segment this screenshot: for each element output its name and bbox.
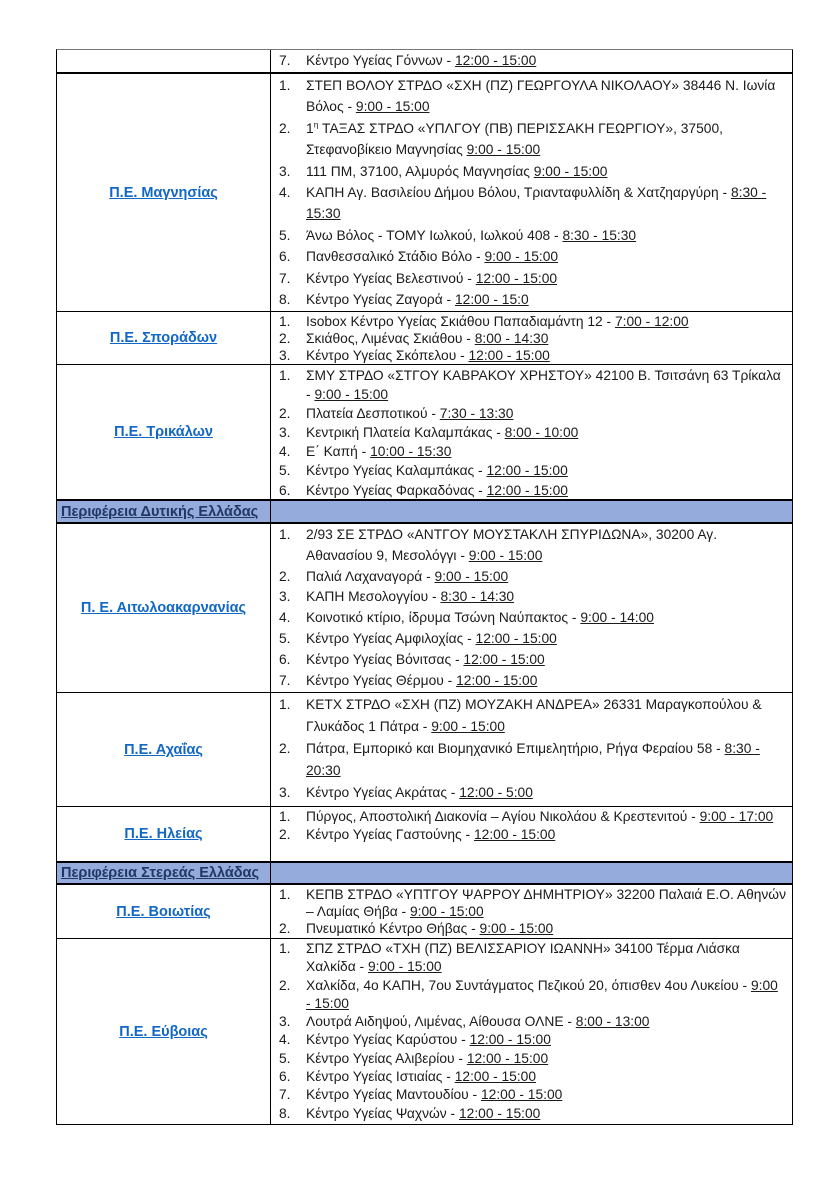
time-range: 9:00 - 15:00 bbox=[484, 249, 559, 265]
location-text: Κέντρο Υγείας Καρύστου - bbox=[306, 1032, 470, 1048]
item-number: 2. bbox=[279, 331, 291, 346]
item-number: 1. bbox=[279, 527, 291, 542]
location-text: ΚΕΠΒ ΣΤΡΔΟ «ΥΠΤΓΟΥ ΨΑΡΡΟΥ ΔΗΜΗΤΡΙΟΥ» 32200 Παλαιά Ε.Ο. Αθηνών – Λαμίας Θήβα - bbox=[306, 887, 786, 920]
location-text: 111 ΠΜ, 37100, Αλμυρός Μαγνησίας bbox=[306, 163, 534, 179]
location-text: ΚΑΠΗ Αγ. Βασιλείου Δήμου Βόλου, Τριανταφυλλίδη & Χατζηαργύρη - bbox=[306, 185, 731, 201]
location-text: Κέντρο Υγείας Αμφιλοχίας - bbox=[306, 630, 476, 646]
location-text-block bbox=[306, 330, 788, 347]
location-text-block bbox=[306, 289, 788, 310]
location-item bbox=[279, 313, 788, 330]
time-range: 7:30 - 13:30 bbox=[439, 406, 514, 422]
time-range: 8:30 - 15:30 bbox=[562, 227, 637, 243]
time-range: 8:30 - 20:30 bbox=[306, 741, 760, 778]
locations-cell bbox=[271, 863, 792, 883]
location-text: Λουτρά Αιδηψού, Λιμένας, Αίθουσα ΟΛΝΕ - bbox=[306, 1014, 576, 1030]
location-text-block bbox=[306, 268, 788, 289]
location-item bbox=[279, 289, 788, 310]
region-link[interactable]: Π.Ε. Αχαΐας bbox=[124, 741, 203, 758]
region-link[interactable]: Π. Ε. Αιτωλοακαρνανίας bbox=[80, 600, 247, 616]
location-text: Isobox Κέντρο Υγείας Σκιάθου Παπαδιαμάντη 12 - bbox=[306, 314, 615, 329]
item-number: 2. bbox=[279, 977, 291, 993]
locations-cell bbox=[271, 939, 792, 1124]
location-text-block bbox=[306, 886, 788, 920]
location-text-block bbox=[306, 1050, 788, 1068]
item-number: 1. bbox=[279, 697, 291, 712]
locations-cell bbox=[271, 365, 792, 499]
item-number: 3. bbox=[279, 1014, 291, 1030]
table-row bbox=[57, 807, 792, 863]
location-text-block bbox=[306, 525, 788, 567]
item-number: 4. bbox=[279, 610, 291, 626]
location-text: ΚΕΤΧ ΣΤΡΔΟ «ΣΧΗ (ΠΖ) ΜΟΥΖΑΚΗ ΑΝΔΡΕΑ» 26331 Μαραγκοπούλου & Γλυκάδος 1 Πάτρα - bbox=[306, 697, 762, 734]
table-row bbox=[57, 939, 792, 1125]
time-range: 9:00 - 15:00 bbox=[468, 547, 543, 563]
location-text: Κοινοτικό κτίριο, ίδρυμα Τσώνη Ναύπακτος - bbox=[306, 610, 581, 626]
item-number: 4. bbox=[279, 444, 291, 460]
item-number: 1. bbox=[279, 941, 291, 956]
region-link[interactable]: Π.Ε. Σποράδων bbox=[109, 330, 218, 346]
location-item bbox=[279, 481, 788, 499]
location-text: Κέντρο Υγείας Ψαχνών - bbox=[306, 1105, 459, 1121]
location-text-block bbox=[306, 1013, 788, 1031]
location-item bbox=[279, 118, 788, 161]
item-number: 8. bbox=[279, 292, 291, 308]
time-range: 7:00 - 12:00 bbox=[614, 314, 689, 329]
item-number: 3. bbox=[279, 348, 291, 363]
table-row bbox=[57, 365, 792, 501]
item-number: 3. bbox=[279, 589, 291, 605]
region-cell bbox=[57, 863, 271, 883]
location-text-block bbox=[306, 75, 788, 118]
item-number: 6. bbox=[279, 651, 291, 667]
item-number: 5. bbox=[279, 1050, 291, 1066]
location-item bbox=[279, 608, 788, 629]
location-text: Σκιάθος, Λιμένας Σκιάθου - bbox=[306, 331, 475, 346]
time-range: 12:00 - 15:00 bbox=[475, 270, 558, 286]
item-number: 6. bbox=[279, 249, 291, 265]
location-text-block bbox=[306, 826, 788, 844]
location-item bbox=[279, 225, 788, 246]
location-text-block bbox=[306, 587, 788, 608]
region-cell bbox=[57, 74, 271, 311]
region-link[interactable]: Π.Ε. Μαγνησίας bbox=[109, 184, 218, 201]
time-range: 9:00 - 15:00 bbox=[355, 99, 430, 115]
time-range: 8:30 - 15:30 bbox=[306, 185, 767, 222]
location-text: η bbox=[313, 119, 319, 130]
item-number: 7. bbox=[279, 53, 291, 68]
location-item bbox=[279, 567, 788, 588]
location-text: Ε΄ Καπή - bbox=[306, 444, 371, 460]
location-text-block bbox=[306, 118, 788, 161]
regions-table bbox=[56, 49, 793, 1125]
location-item bbox=[279, 442, 788, 461]
location-text-block bbox=[306, 694, 788, 738]
table-row bbox=[57, 312, 792, 365]
location-text: Κέντρο Υγείας Σκόπελου - bbox=[306, 348, 469, 363]
location-text-block bbox=[306, 808, 788, 826]
time-range: 12:00 - 15:00 bbox=[481, 1087, 563, 1103]
time-range: 12:00 - 15:00 bbox=[458, 1105, 541, 1121]
time-range: 12:00 - 15:00 bbox=[454, 53, 537, 68]
item-number: 4. bbox=[279, 185, 291, 201]
locations-cell bbox=[271, 693, 792, 806]
time-range: 9:00 - 17:00 bbox=[699, 809, 774, 824]
item-number: 5. bbox=[279, 463, 291, 479]
location-item bbox=[279, 330, 788, 347]
item-number: 2. bbox=[279, 826, 291, 842]
location-text: ΤΑΞΑΣ ΣΤΡΔΟ «ΥΠΛΓΟΥ (ΠΒ) ΠΕΡΙΣΣΑΚΗ ΓΕΩΡΓΙΟΥ», 37500, Στεφανοβίκειο Μαγνησίας bbox=[306, 120, 723, 158]
location-item bbox=[279, 940, 788, 977]
location-item bbox=[279, 782, 788, 804]
location-item bbox=[279, 587, 788, 608]
section-header-row bbox=[57, 501, 792, 524]
location-item bbox=[279, 920, 788, 937]
location-item bbox=[279, 423, 788, 442]
location-text: Κέντρο Υγείας Γαστούνης - bbox=[306, 826, 474, 842]
location-text-block bbox=[306, 481, 788, 499]
location-text-block bbox=[306, 629, 788, 650]
location-text: Κεντρική Πλατεία Καλαμπάκας - bbox=[306, 425, 505, 441]
location-text: 1 bbox=[306, 120, 314, 136]
time-range: 12:00 - 5:00 bbox=[459, 785, 533, 800]
table-row bbox=[57, 50, 792, 74]
region-cell bbox=[57, 939, 271, 1124]
location-text: Παλιά Λαχαναγορά - bbox=[306, 568, 435, 584]
location-item bbox=[279, 629, 788, 650]
location-text: Κέντρο Υγείας Καλαμπάκας - bbox=[306, 463, 487, 479]
location-text-block bbox=[306, 423, 788, 442]
time-range: 12:00 - 15:0 bbox=[454, 292, 529, 308]
region-link[interactable]: Π.Ε. Τρικάλων bbox=[114, 424, 213, 440]
location-text: Κέντρο Υγείας Βελεστινού - bbox=[306, 270, 476, 286]
location-item bbox=[279, 366, 788, 404]
location-text: ΣΤΕΠ ΒΟΛΟΥ ΣΤΡΔΟ «ΣΧΗ (ΠΖ) ΓΕΩΡΓΟΥΛΑ ΝΙΚΟΛΑΟΥ» 38446 Ν. Ιωνία Βόλος - bbox=[306, 78, 776, 115]
locations-cell bbox=[271, 50, 792, 72]
region-cell bbox=[57, 365, 271, 499]
location-item bbox=[279, 808, 788, 826]
time-range: 12:00 - 15:00 bbox=[469, 1032, 551, 1048]
location-text: Πύργος, Αποστολική Διακονία – Αγίου Νικολάου & Κρεστενιτού - bbox=[306, 809, 700, 824]
region-link[interactable]: Π.Ε. Εύβοιας bbox=[119, 1023, 208, 1040]
time-range: 8:00 - 13:00 bbox=[575, 1014, 650, 1030]
region-cell bbox=[57, 501, 271, 522]
location-item bbox=[279, 1105, 788, 1123]
location-item bbox=[279, 1086, 788, 1104]
region-link[interactable]: Π.Ε. Ηλείας bbox=[124, 826, 203, 842]
location-item bbox=[279, 738, 788, 782]
location-text: Πάτρα, Εμπορικό και Βιομηχανικό Επιμελητήριο, Ρήγα Φεραίου 58 - bbox=[306, 741, 725, 756]
item-number: 1. bbox=[279, 368, 291, 383]
location-text: Κέντρο Υγείας Γόννων - bbox=[306, 53, 455, 68]
section-header-row bbox=[57, 863, 792, 885]
location-text: Κέντρο Υγείας Φαρκαδόνας - bbox=[306, 482, 487, 498]
time-range: 9:00 - 15:00 bbox=[466, 142, 541, 158]
location-item bbox=[279, 694, 788, 738]
time-range: 9:00 - 15:00 bbox=[479, 921, 554, 937]
time-range: 12:00 - 15:00 bbox=[473, 826, 556, 842]
location-item bbox=[279, 75, 788, 118]
location-text-block bbox=[306, 650, 788, 671]
locations-cell bbox=[271, 885, 792, 938]
location-item bbox=[279, 1068, 788, 1086]
location-item bbox=[279, 525, 788, 567]
location-text: Πνευματικό Κέντρο Θήβας - bbox=[306, 921, 480, 937]
location-text-block bbox=[306, 1068, 788, 1086]
time-range: 12:00 - 15:00 bbox=[486, 482, 568, 498]
region-cell bbox=[57, 50, 271, 72]
location-text-block bbox=[306, 404, 788, 423]
location-text-block bbox=[306, 182, 788, 225]
item-number: 6. bbox=[279, 1069, 291, 1085]
locations-cell bbox=[271, 807, 792, 861]
location-item bbox=[279, 650, 788, 671]
location-text: Κέντρο Υγείας Βόνιτσας - bbox=[306, 651, 464, 667]
locations-cell bbox=[271, 74, 792, 311]
location-text: Χαλκίδα, 4ο ΚΑΠΗ, 7ου Συντάγματος Πεζικού 20, όπισθεν 4ου Λυκείου - bbox=[306, 977, 751, 993]
location-text: Κέντρο Υγείας Μαντουδίου - bbox=[306, 1087, 481, 1103]
location-text-block bbox=[306, 567, 788, 588]
location-item bbox=[279, 268, 788, 289]
time-range: 8:30 - 14:30 bbox=[440, 589, 515, 605]
location-text-block bbox=[306, 1105, 788, 1123]
region-cell bbox=[57, 693, 271, 806]
location-item bbox=[279, 404, 788, 423]
location-text: Άνω Βόλος - ΤΟΜΥ Ιωλκού, Ιωλκού 408 - bbox=[306, 227, 563, 243]
item-number: 1. bbox=[279, 78, 291, 93]
item-number: 3. bbox=[279, 425, 291, 441]
time-range: 12:00 - 15:00 bbox=[475, 630, 557, 646]
location-text-block bbox=[306, 940, 788, 977]
location-text-block bbox=[306, 608, 788, 629]
location-item bbox=[279, 886, 788, 920]
location-item bbox=[279, 246, 788, 267]
time-range: 12:00 - 15:00 bbox=[486, 463, 568, 479]
location-text: Κέντρο Υγείας Ζαγορά - bbox=[306, 292, 455, 308]
locations-cell bbox=[271, 501, 792, 522]
region-cell bbox=[57, 807, 271, 861]
region-cell bbox=[57, 524, 271, 692]
location-text-block bbox=[306, 782, 788, 804]
location-text-block bbox=[306, 51, 788, 71]
item-number: 1. bbox=[279, 809, 291, 824]
time-range: 8:00 - 10:00 bbox=[504, 425, 579, 441]
locations-cell bbox=[271, 312, 792, 364]
item-number: 6. bbox=[279, 482, 291, 498]
location-item bbox=[279, 161, 788, 182]
location-text: Πανθεσσαλικό Στάδιο Βόλο - bbox=[306, 249, 485, 265]
item-number: 7. bbox=[279, 1087, 291, 1103]
location-text: Πλατεία Δεσποτικού - bbox=[306, 406, 440, 422]
time-range: 9:00 - 15:00 bbox=[367, 959, 442, 975]
location-text-block bbox=[306, 977, 788, 1014]
location-text: Κέντρο Υγείας Ακράτας - bbox=[306, 785, 460, 800]
location-text: ΣΜΥ ΣΤΡΔΟ «ΣΤΓΟΥ ΚΑΒΡΑΚΟΥ ΧΡΗΣΤΟΥ» 42100 Β. Τσιτσάνη 63 Τρίκαλα - bbox=[306, 368, 781, 403]
region-link[interactable]: Π.Ε. Βοιωτίας bbox=[116, 903, 211, 920]
location-item bbox=[279, 347, 788, 364]
location-text-block bbox=[306, 671, 788, 692]
location-text-block bbox=[306, 1086, 788, 1104]
location-text: Κέντρο Υγείας Αλιβερίου - bbox=[306, 1050, 467, 1066]
section-title: Περιφέρεια Δυτικής Ελλάδας bbox=[61, 503, 259, 520]
location-item bbox=[279, 461, 788, 480]
item-number: 3. bbox=[279, 163, 291, 179]
table-row bbox=[57, 885, 792, 939]
time-range: 9:00 - 15:00 bbox=[314, 387, 389, 403]
location-text-block bbox=[306, 225, 788, 246]
item-number: 7. bbox=[279, 270, 291, 286]
time-range: 8:00 - 14:30 bbox=[474, 331, 549, 346]
time-range: 12:00 - 15:00 bbox=[454, 1069, 537, 1085]
time-range: 9:00 - 15:00 bbox=[306, 977, 778, 1011]
table-row bbox=[57, 693, 792, 807]
location-item bbox=[279, 1013, 788, 1031]
region-cell bbox=[57, 312, 271, 364]
locations-cell bbox=[271, 524, 792, 692]
location-item bbox=[279, 51, 788, 71]
location-item bbox=[279, 977, 788, 1014]
table-row bbox=[57, 74, 792, 312]
time-range: 12:00 - 15:00 bbox=[463, 651, 545, 667]
item-number: 1. bbox=[279, 314, 291, 329]
table-row bbox=[57, 524, 792, 693]
location-text: ΚΑΠΗ Μεσολογγίου - bbox=[306, 589, 441, 605]
section-title: Περιφέρεια Στερεάς Ελλάδας bbox=[61, 865, 260, 881]
location-text-block bbox=[306, 442, 788, 461]
location-text-block bbox=[306, 366, 788, 404]
item-number: 1. bbox=[279, 887, 291, 902]
location-text: 2/93 ΣΕ ΣΤΡΔΟ «ΑΝΤΓΟΥ ΜΟΥΣΤΑΚΛΗ ΣΠΥΡΙΔΩΝΑ», 30200 Αγ. Αθανασίου 9, Μεσολόγγι - bbox=[306, 527, 718, 563]
item-number: 8. bbox=[279, 1105, 291, 1121]
item-number: 5. bbox=[279, 227, 291, 243]
time-range: 12:00 - 15:00 bbox=[456, 672, 538, 688]
location-item bbox=[279, 182, 788, 225]
item-number: 3. bbox=[279, 785, 291, 800]
location-text-block bbox=[306, 1031, 788, 1049]
item-number: 2. bbox=[279, 120, 291, 136]
location-text-block bbox=[306, 920, 788, 937]
item-number: 2. bbox=[279, 921, 291, 937]
time-range: 9:00 - 14:00 bbox=[580, 610, 654, 626]
location-text-block bbox=[306, 461, 788, 480]
item-number: 4. bbox=[279, 1032, 291, 1048]
time-range: 12:00 - 15:00 bbox=[468, 348, 550, 363]
location-text: Κέντρο Υγείας Ιστιαίας - bbox=[306, 1069, 455, 1085]
location-item bbox=[279, 1050, 788, 1068]
location-text-block bbox=[306, 313, 788, 330]
region-cell bbox=[57, 885, 271, 938]
item-number: 2. bbox=[279, 406, 291, 422]
time-range: 12:00 - 15:00 bbox=[466, 1050, 549, 1066]
time-range: 9:00 - 15:00 bbox=[434, 568, 509, 584]
location-text-block bbox=[306, 347, 788, 364]
time-range: 9:00 - 15:00 bbox=[431, 719, 505, 734]
time-range: 9:00 - 15:00 bbox=[533, 163, 608, 179]
time-range: 9:00 - 15:00 bbox=[410, 904, 484, 920]
item-number: 7. bbox=[279, 672, 291, 688]
item-number: 5. bbox=[279, 630, 291, 646]
item-number: 2. bbox=[279, 741, 291, 756]
time-range: 10:00 - 15:30 bbox=[370, 444, 452, 460]
location-item bbox=[279, 671, 788, 692]
location-text: ΣΠΖ ΣΤΡΔΟ «ΤΧΗ (ΠΖ) ΒΕΛΙΣΣΑΡΙΟΥ ΙΩΑΝΝΗ» 34100 Τέρμα Λιάσκα Χαλκίδα - bbox=[306, 941, 740, 975]
location-item bbox=[279, 826, 788, 844]
item-number: 2. bbox=[279, 568, 291, 584]
location-text-block bbox=[306, 161, 788, 182]
location-text-block bbox=[306, 246, 788, 267]
location-item bbox=[279, 1031, 788, 1049]
location-text-block bbox=[306, 738, 788, 782]
location-text: Κέντρο Υγείας Θέρμου - bbox=[306, 672, 457, 688]
